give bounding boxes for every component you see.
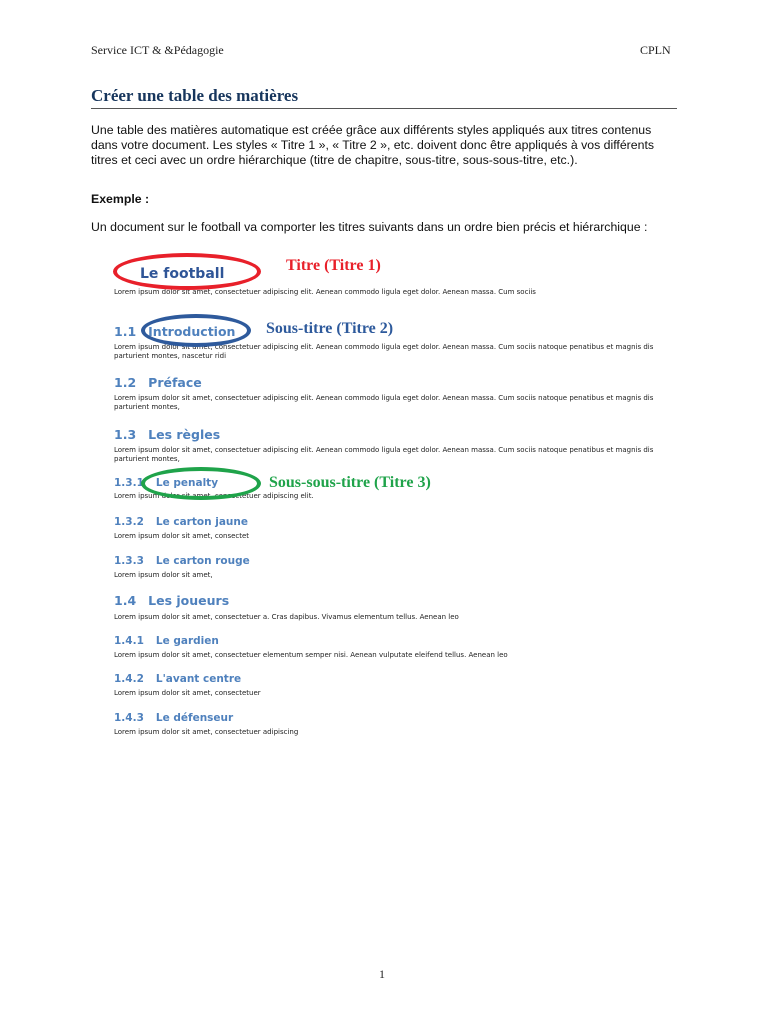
sample-heading-1: Le football — [140, 266, 225, 282]
annotation-titre1: Titre (Titre 1) — [286, 257, 381, 274]
sample-heading-1-3-3 — [114, 555, 250, 567]
sample-body-1-4-1: Lorem ipsum dolor sit amet, consectetuer elementum semper nisi. Aenean vulputate eleifend tellus. Aenean leo — [114, 651, 508, 659]
sample-body-1-4: Lorem ipsum dolor sit amet, consectetuer a. Cras dapibus. Vivamus elementum tellus. Aenean leo — [114, 613, 459, 621]
heading-number: 1.3 — [114, 427, 137, 442]
page-number: 1 — [379, 967, 385, 981]
sample-body-1-3-1: Lorem ipsum dolor sit amet, consectetuer adipiscing elit. — [114, 492, 314, 500]
sample-body-1-3-3: Lorem ipsum dolor sit amet, — [114, 571, 213, 579]
sample-body-1-1: Lorem ipsum dolor sit amet, consectetuer adipiscing elit. Aenean commodo ligula eget dolor. Aenean massa. Cum sociis natoque penatibus et magnis dis parturient montes, nascetur ridi — [114, 343, 654, 360]
sample-body-1-2: Lorem ipsum dolor sit amet, consectetuer adipiscing elit. Aenean commodo ligula eget dolor. Aenean massa. Cum sociis natoque penatibus et magnis dis parturient montes, — [114, 394, 654, 411]
sample-heading-1-3-2 — [114, 516, 248, 528]
annotation-titre2: Sous-titre (Titre 2) — [266, 320, 394, 337]
sample-heading-1-3 — [114, 427, 220, 442]
sample-body-1-4-3: Lorem ipsum dolor sit amet, consectetuer adipiscing — [114, 728, 299, 736]
sample-body-1-3-2: Lorem ipsum dolor sit amet, consectet — [114, 532, 250, 540]
heading-number: 1.3.3 — [114, 555, 144, 567]
sample-heading-1-2 — [114, 375, 202, 390]
titre2-highlight-oval — [141, 314, 251, 347]
annotation-titre3: Sous-sous-titre (Titre 3) — [269, 474, 431, 491]
heading-label: Le défenseur — [155, 712, 234, 724]
heading-number: 1.2 — [114, 375, 137, 390]
heading-label: L'avant centre — [155, 673, 242, 685]
sample-body-1-4-2: Lorem ipsum dolor sit amet, consectetuer — [114, 689, 261, 697]
heading-number: 1.3.2 — [114, 516, 144, 528]
heading-number: 1.1 — [114, 324, 137, 339]
heading-label: Le gardien — [155, 635, 219, 647]
heading-label: Le carton jaune — [155, 516, 248, 528]
heading-number: 1.4.2 — [114, 673, 144, 685]
intro-paragraph: Une table des matières automatique est créée grâce aux différents styles appliqués aux titres contenus dans votre document. Les styles « Titre 1 », « Titre 2 », etc. doivent donc être appliqués à vos différents titres et ceci avec un ordre hiérarchique (titre de chapitre, sous-titre, sous-sous-titre, etc.). — [91, 123, 655, 167]
heading-label: Le penalty — [155, 477, 219, 489]
heading-label: Introduction — [148, 324, 236, 339]
heading-label: Les règles — [148, 427, 221, 442]
header-left: Service ICT & &Pédagogie — [91, 43, 224, 57]
example-label: Exemple : — [91, 192, 150, 206]
heading-number: 1.4.1 — [114, 635, 144, 647]
heading-label: Le carton rouge — [155, 555, 250, 567]
header-right: CPLN — [640, 43, 671, 57]
titre1-highlight-oval — [113, 253, 261, 290]
sample-body-1-3: Lorem ipsum dolor sit amet, consectetuer adipiscing elit. Aenean commodo ligula eget dolor. Aenean massa. Cum sociis natoque penatibus et magnis dis parturient montes, — [114, 446, 654, 463]
example-intro: Un document sur le football va comporter les titres suivants dans un ordre bien précis et hiérarchique : — [91, 220, 648, 234]
sample-body-1: Lorem ipsum dolor sit amet, consectetuer adipiscing elit. Aenean commodo ligula eget dolor. Aenean massa. Cum sociis — [114, 288, 536, 296]
sample-heading-1-4-3 — [114, 712, 233, 724]
heading-number: 1.4.3 — [114, 712, 144, 724]
sample-heading-1-4-1 — [114, 635, 219, 647]
heading-number: 1.3.1 — [114, 477, 144, 489]
heading-number: 1.4 — [114, 593, 137, 608]
heading-label: Préface — [148, 375, 202, 390]
sample-heading-1-4 — [114, 593, 229, 608]
heading-label: Les joueurs — [148, 593, 230, 608]
sample-heading-1-4-2 — [114, 673, 241, 685]
page-title: Créer une table des matières — [91, 86, 677, 109]
titre3-highlight-oval — [141, 467, 261, 500]
